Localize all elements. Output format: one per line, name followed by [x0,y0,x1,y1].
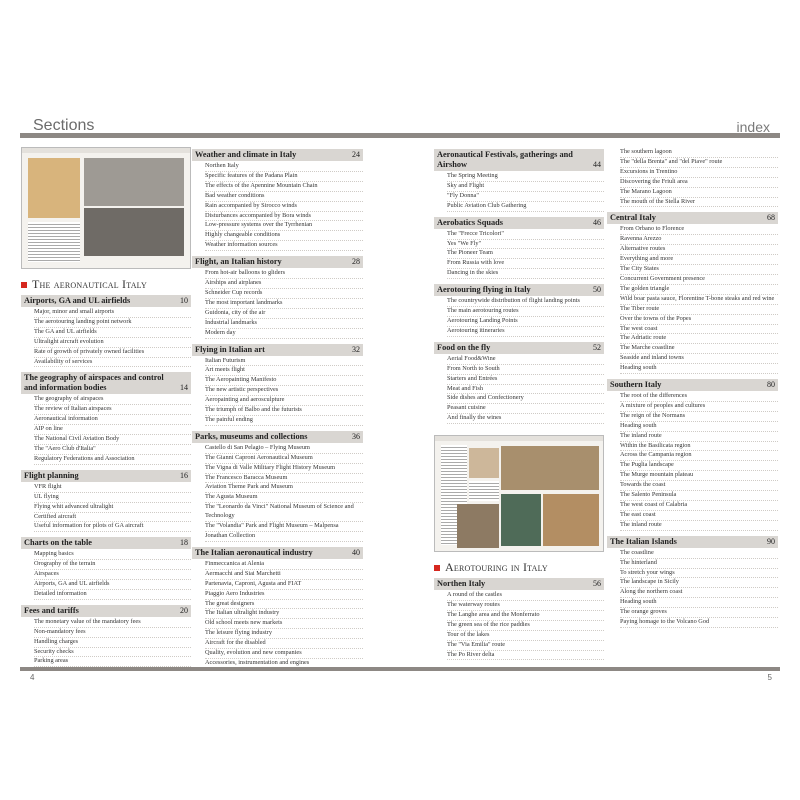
list-item[interactable]: Aviation Theme Park and Museum [205,483,363,493]
list-item[interactable]: The most important landmarks [205,299,363,309]
section-title: The geography of airspaces and control and information bodies [24,373,164,393]
list-item[interactable]: Piaggio Aero Industries [205,590,363,600]
index-title: index [736,119,770,135]
list-item[interactable]: Highly changeable conditions [205,231,363,241]
section-heading[interactable] [607,379,778,391]
list-item[interactable]: The effects of the Apennine Mountain Chain [205,182,363,192]
section-title: Flying in Italian art [195,344,265,354]
sections-title: Sections [33,117,95,134]
list-item[interactable]: Over the towns of the Popes [620,315,778,325]
list-item[interactable]: Aerial Food&Wine [447,355,604,365]
column-4 [607,147,778,631]
list-item[interactable]: Weather information sources [205,241,363,251]
list-item[interactable]: Everything and more [620,255,778,265]
list-item[interactable]: The "Aero Club d'Italia" [34,445,191,455]
section-title: Parks, museums and collections [195,431,308,441]
section-heading[interactable] [192,149,363,161]
list-item[interactable]: Airports, GA and UL airfields [34,580,191,590]
section-items [21,394,191,467]
list-item[interactable]: Within the Basilicata region [620,442,778,452]
list-item[interactable]: From hot-air balloons to gliders [205,269,363,279]
section-list-col3 [434,149,604,427]
list-item[interactable]: Excursions in Trentino [620,168,778,178]
section-items [607,548,778,631]
list-item[interactable]: To stretch your wings [620,569,778,579]
list-item[interactable]: The orange groves [620,608,778,618]
part-title-aeronautical: The aeronautical Italy [21,277,191,292]
list-item[interactable]: The Murge mountain plateau [620,471,778,481]
list-item[interactable]: Aeropainting and aerosculpture [205,396,363,406]
section-items [21,549,191,603]
list-item[interactable]: The leisure flying industry [205,629,363,639]
list-item[interactable]: Across the Campania region [620,451,778,461]
section-heading[interactable] [21,537,191,549]
list-item[interactable]: The Agusta Museum [205,493,363,503]
section-page-number: 52 [593,342,601,352]
list-item[interactable]: The main aerotouring routes [447,307,604,317]
section-page-number: 90 [767,536,775,546]
list-item[interactable]: Finmeccanica at Alenia [205,560,363,570]
list-item[interactable]: The "Via Emilia" route [447,641,604,651]
list-item[interactable]: Aircraft for the disabled [205,639,363,649]
list-item[interactable]: Airships and airplanes [205,279,363,289]
section-page-number: 10 [180,296,188,305]
list-item[interactable]: The triumph of Balbo and the futurists [205,406,363,416]
list-item[interactable]: Parking areas [34,657,191,667]
section-heading[interactable] [192,256,363,268]
list-item[interactable]: The reign of the Normans [620,412,778,422]
list-item[interactable]: Discovering the Friuli area [620,178,778,188]
list-item[interactable]: Security checks [34,648,191,658]
section-heading[interactable] [192,344,363,356]
list-item[interactable]: The monetary value of the mandatory fees [34,618,191,628]
list-item[interactable]: The great designers [205,600,363,610]
section-title: Airports, GA and UL airfields [24,296,131,305]
section-items [607,224,778,377]
list-item[interactable]: Disturbances accompanied by Bora winds [205,212,363,222]
list-item[interactable]: Concurrent Government presence [620,275,778,285]
section-heading[interactable] [434,149,604,171]
list-item[interactable]: Airspaces [34,570,191,580]
list-item[interactable]: The Tiber route [620,305,778,315]
section-heading[interactable] [21,605,191,617]
section-title: Flight planning [24,470,79,480]
section-items [21,307,191,370]
list-item[interactable]: Availability of services [34,358,191,368]
section-items [434,171,604,215]
list-item[interactable]: Flying whit advanced ultralight [34,503,191,513]
list-item[interactable]: Starters and Entrées [447,375,604,385]
list-item[interactable]: The National Civil Aviation Body [34,435,191,445]
section-title: The Italian Islands [610,536,677,546]
section-list-col2 [192,149,363,672]
list-item[interactable]: UL flying [34,493,191,503]
section-title: Northen Italy [437,579,486,589]
section-page-number: 68 [767,213,775,223]
section-page-number: 80 [767,380,775,390]
list-item[interactable]: A mixture of peoples and cultures [620,402,778,412]
list-item[interactable]: Aermacchi and Siai Marchetti [205,570,363,580]
list-item[interactable]: Towards the coast [620,481,778,491]
list-item[interactable]: Specific features of the Padana Plain [205,172,363,182]
list-item[interactable]: From Russia with love [447,259,604,269]
list-item[interactable]: Mapping basics [34,550,191,560]
list-item[interactable]: Heading south [620,598,778,608]
list-item[interactable]: Aerotouring itineraries [447,327,604,337]
list-item[interactable]: Non-mandatory fees [34,628,191,638]
list-item[interactable]: "Fly Donna" [447,192,604,202]
section-items [434,590,604,663]
list-item[interactable]: Wild boar pasta sauce, Florentine T-bone steaks and red wine [620,295,778,305]
header-rule [20,133,780,138]
list-item[interactable]: The new artistic perspectives [205,386,363,396]
list-item[interactable]: Major, minor and small airports [34,308,191,318]
section-heading[interactable] [192,547,363,559]
list-item[interactable]: Meat and Fish [447,385,604,395]
page-preview-thumbnail [21,147,191,269]
list-item[interactable]: The "Leonardo da Vinci" National Museum of Science and Technology [205,503,363,522]
section-page-number: 16 [180,470,188,480]
section-items [192,443,363,545]
red-square-icon [21,282,27,288]
section-heading[interactable] [607,536,778,548]
section-title: Aerobatics Squads [437,217,504,227]
section-page-number: 32 [352,344,360,354]
list-item[interactable]: Art meets flight [205,366,363,376]
section-heading[interactable] [192,431,363,443]
list-item[interactable]: Ravenna Arezzo [620,235,778,245]
page-number-left: 4 [30,673,35,682]
footer-rule [20,667,780,671]
list-item[interactable]: The Adriatic route [620,334,778,344]
list-item[interactable]: The GA and UL airfields [34,328,191,338]
section-page-number: 46 [593,217,601,227]
list-item[interactable]: The Puglia landscape [620,461,778,471]
list-item[interactable]: The painful ending [205,416,363,426]
list-item[interactable]: The inland route [620,521,778,531]
list-item[interactable]: The "della Brenta" and "del Piave" route [620,158,778,168]
list-item[interactable]: Detailed information [34,590,191,600]
list-item[interactable]: Dancing in the skies [447,269,604,279]
list-item[interactable]: The east coast [620,511,778,521]
list-item[interactable]: The landscape in Sicily [620,578,778,588]
list-item[interactable]: The "Volandia" Park and Flight Museum – Malpensa [205,522,363,532]
list-item[interactable]: The geography of airspaces [34,395,191,405]
list-item[interactable]: Alternative routes [620,245,778,255]
list-item[interactable]: The review of Italian airspaces [34,405,191,415]
section-items [434,296,604,340]
list-item[interactable]: Rain accompanied by Sirocco winds [205,202,363,212]
list-item[interactable]: And finally the wines [447,414,604,424]
section-page-number: 18 [180,538,188,548]
section-title: Food on the fly [437,342,491,352]
list-item[interactable]: Low-pressure systems over the Tyrrhenian [205,221,363,231]
continued-items [607,147,778,210]
section-heading[interactable] [434,284,604,296]
list-item[interactable]: Modern day [205,329,363,339]
list-item[interactable]: The aerotouring landing point network [34,318,191,328]
list-item[interactable]: The coastline [620,549,778,559]
list-item[interactable]: The Marche coastline [620,344,778,354]
list-item[interactable]: Aeronautical information [34,415,191,425]
list-item[interactable]: The Pioneer Team [447,249,604,259]
list-item[interactable]: The waterway routes [447,601,604,611]
section-heading[interactable] [21,295,191,307]
section-list-col3b [434,578,604,663]
list-item[interactable]: Schneider Cup records [205,289,363,299]
list-item[interactable]: The Spring Meeting [447,172,604,182]
section-title: Weather and climate in Italy [195,150,297,159]
list-item[interactable]: Paying homage to the Volcano God [620,618,778,628]
section-title: Central Italy [610,213,656,223]
section-items [192,268,363,341]
list-item[interactable]: Seaside and inland towns [620,354,778,364]
list-item[interactable]: Side dishes and Confectionery [447,394,604,404]
list-item[interactable]: Sky and Flight [447,182,604,192]
section-heading[interactable] [434,217,604,229]
section-heading[interactable] [607,212,778,224]
section-page-number: 44 [593,160,601,169]
list-item[interactable]: Ultralight aircraft evolution [34,338,191,348]
list-item[interactable]: The Marano Lagoon [620,188,778,198]
list-item[interactable]: The "Frecce Tricolori" [447,230,604,240]
section-title: Aerotouring flying in Italy [437,285,531,295]
list-item[interactable]: Public Aviation Club Gathering [447,202,604,212]
section-items [192,356,363,429]
list-item[interactable]: The golden triangle [620,285,778,295]
column-3 [434,147,604,663]
list-item[interactable]: The Aeropainting Manifesto [205,376,363,386]
section-page-number: 28 [352,257,360,267]
section-heading[interactable] [434,578,604,590]
red-square-icon [434,565,440,571]
section-heading[interactable] [21,470,191,482]
section-heading[interactable] [434,342,604,354]
section-title: Southern Italy [610,380,662,390]
list-item[interactable]: Old school meets new markets [205,619,363,629]
list-item[interactable]: Yes "We Fly" [447,240,604,250]
list-item[interactable]: The City States [620,265,778,275]
list-item[interactable]: The countrywide distribution of flight landing points [447,297,604,307]
list-item[interactable]: The Po River delta [447,651,604,661]
list-item[interactable]: Industrial landmarks [205,319,363,329]
section-page-number: 56 [593,579,601,589]
list-item[interactable]: VFR flight [34,483,191,493]
list-item[interactable]: Castello di San Pelagio – Flying Museum [205,444,363,454]
list-item[interactable]: The inland route [620,432,778,442]
list-item[interactable]: Guidonia, city of the air [205,309,363,319]
section-page-number: 40 [352,547,360,557]
section-heading[interactable] [21,372,191,394]
list-item[interactable]: The mouth of the Stella River [620,198,778,208]
list-item[interactable]: The Francesco Baracca Museum [205,474,363,484]
section-page-number: 50 [593,285,601,295]
section-page-number: 20 [180,605,188,615]
list-item[interactable]: The Gianni Caproni Aeronautical Museum [205,454,363,464]
list-item[interactable]: Quality, evolution and new companies [205,649,363,659]
list-item[interactable]: From Orbano to Florence [620,225,778,235]
section-title: Flight, an Italian history [195,257,282,267]
list-item[interactable]: The west coast [620,325,778,335]
list-item[interactable]: The west coast of Calabria [620,501,778,511]
list-item[interactable]: The Salento Peninsula [620,491,778,501]
list-item[interactable]: Certified aircraft [34,513,191,523]
list-item[interactable]: Partenavia, Caproni, Agusta and FIAT [205,580,363,590]
list-item[interactable]: Handling charges [34,638,191,648]
section-list-col1 [21,295,191,670]
section-title: Fees and tariffs [24,605,79,615]
section-page-number: 24 [352,150,360,159]
list-item[interactable]: The southern lagoon [620,148,778,158]
section-items [192,161,363,254]
list-item[interactable]: The hinterland [620,559,778,569]
list-item[interactable]: Accessories, instrumentation and engines [205,659,363,669]
list-item[interactable]: Useful information for pilots of GA aircraft [34,522,191,532]
section-items [607,391,778,534]
section-page-number: 36 [352,431,360,441]
list-item[interactable]: Bad weather conditions [205,192,363,202]
list-item[interactable]: Jonathan Collection [205,532,363,542]
list-item[interactable]: Orography of the terrain [34,560,191,570]
column-1 [21,147,191,670]
list-item[interactable]: Regulatory Federations and Association [34,455,191,465]
list-item[interactable]: Heading south [620,364,778,374]
section-items [192,559,363,672]
part-title-aerotouring: Aerotouring in Italy [434,560,604,575]
list-item[interactable]: Aerotouring Landing Points [447,317,604,327]
list-item[interactable]: Italian Futurism [205,357,363,367]
list-item[interactable]: Peasant cuisine [447,404,604,414]
section-title: The Italian aeronautical industry [195,547,313,557]
list-item[interactable]: From North to South [447,365,604,375]
list-item[interactable]: The Vigna di Valle Military Flight History Museum [205,464,363,474]
list-item[interactable]: Heading south [620,422,778,432]
column-2 [192,147,363,672]
section-items [21,482,191,536]
section-items [434,354,604,427]
list-item[interactable]: A round of the castles [447,591,604,601]
list-item[interactable]: Along the northern coast [620,588,778,598]
list-item[interactable]: The Langhe area and the Monferrato [447,611,604,621]
section-list-col4 [607,212,778,631]
list-item[interactable]: The green sea of the rice paddies [447,621,604,631]
list-item[interactable]: The root of the differences [620,392,778,402]
list-item[interactable]: Rate of growth of privately owned facilities [34,348,191,358]
section-items [21,617,191,671]
section-title: Charts on the table [24,538,92,548]
section-items [434,229,604,283]
list-item[interactable]: AIP on line [34,425,191,435]
section-page-number: 14 [180,383,188,393]
page-number-right: 5 [767,673,772,682]
list-item[interactable]: Northen Italy [205,162,363,172]
list-item[interactable]: Tour of the lakes [447,631,604,641]
section-title: Aeronautical Festivals, gatherings and Airshow [437,150,573,169]
list-item[interactable]: The Italian ultralight industry [205,609,363,619]
page-preview-thumbnail-2 [434,435,604,552]
